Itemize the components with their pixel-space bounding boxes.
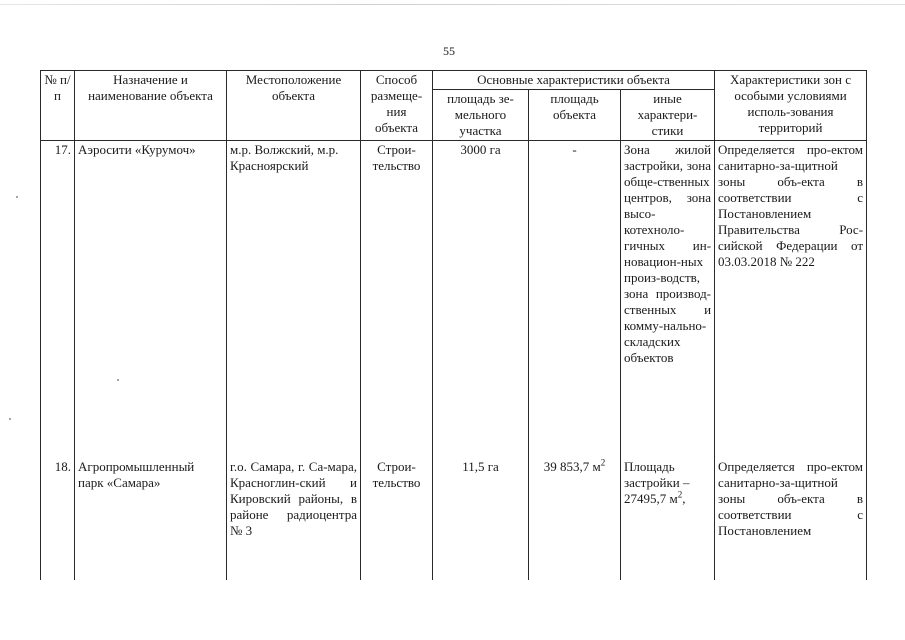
header-num: № п/п: [41, 71, 75, 141]
cell-num: 17.: [41, 141, 75, 444]
header-object-area: площадь объекта: [529, 90, 621, 141]
object-area-value: 39 853,7 м: [543, 459, 601, 474]
cell-zones: Определяется про-ектом санитарно-за-щитной зоны объ-екта в соответствии с Постановлением: [715, 443, 867, 580]
header-zones: Характеристики зон с особыми условиями исполь-зования территорий: [715, 71, 867, 141]
other-unit-sup: 2: [677, 489, 683, 500]
other-tail: ,: [682, 491, 686, 506]
cell-location: м.р. Волжский, м.р. Красноярский: [227, 141, 361, 444]
other-value: Площадь застройки – 27495,7 м: [624, 459, 690, 506]
object-area-unit-sup: 2: [600, 457, 606, 468]
header-method: Способ размеще-ния объекта: [361, 71, 433, 141]
header-name: Назначение и наименование объекта: [75, 71, 227, 141]
cell-land-area: 11,5 га: [433, 443, 529, 580]
cell-other: Зона жилой застройки, зона обще-ственных центров, зона высо-котехноло-гичных ин-новацион-ных произ-водств, зона производ-ственных и комму-нально-складских объектов: [621, 141, 715, 444]
table-row: [41, 443, 867, 580]
cell-name: Аэросити «Курумоч»: [75, 141, 227, 444]
cell-num: 18.: [41, 443, 75, 580]
header-land-area: площадь зе-мельного участка: [433, 90, 529, 141]
cell-method: Строи-тельство: [361, 443, 433, 580]
header-main-characteristics: Основные характеристики объекта: [433, 71, 715, 90]
cell-object-area: [529, 443, 621, 580]
objects-table: [40, 70, 867, 580]
scan-edge-line: [0, 4, 905, 5]
cell-land-area: 3000 га: [433, 141, 529, 444]
cell-name: Агропромышленный парк «Самара»: [75, 443, 227, 580]
header-location: Местоположение объекта: [227, 71, 361, 141]
header-other: иные характери-стики: [621, 90, 715, 141]
page-number: 55: [443, 44, 455, 58]
cell-other: [621, 443, 715, 580]
table-header-row: [41, 71, 867, 90]
scan-speck: [16, 196, 18, 198]
cell-method: Строи-тельство: [361, 141, 433, 444]
cell-zones: Определяется про-ектом санитарно-за-щитной зоны объ-екта в соответствии с Постановлением Правительства Рос-сийской Федерации от 03.03.2018 № 222: [715, 141, 867, 444]
cell-object-area: -: [529, 141, 621, 444]
table-row: [41, 141, 867, 444]
cell-location: г.о. Самара, г. Са-мара, Красноглин-ский и Кировский районы, в районе радиоцентра № 3: [227, 443, 361, 580]
scan-speck: [9, 418, 11, 420]
